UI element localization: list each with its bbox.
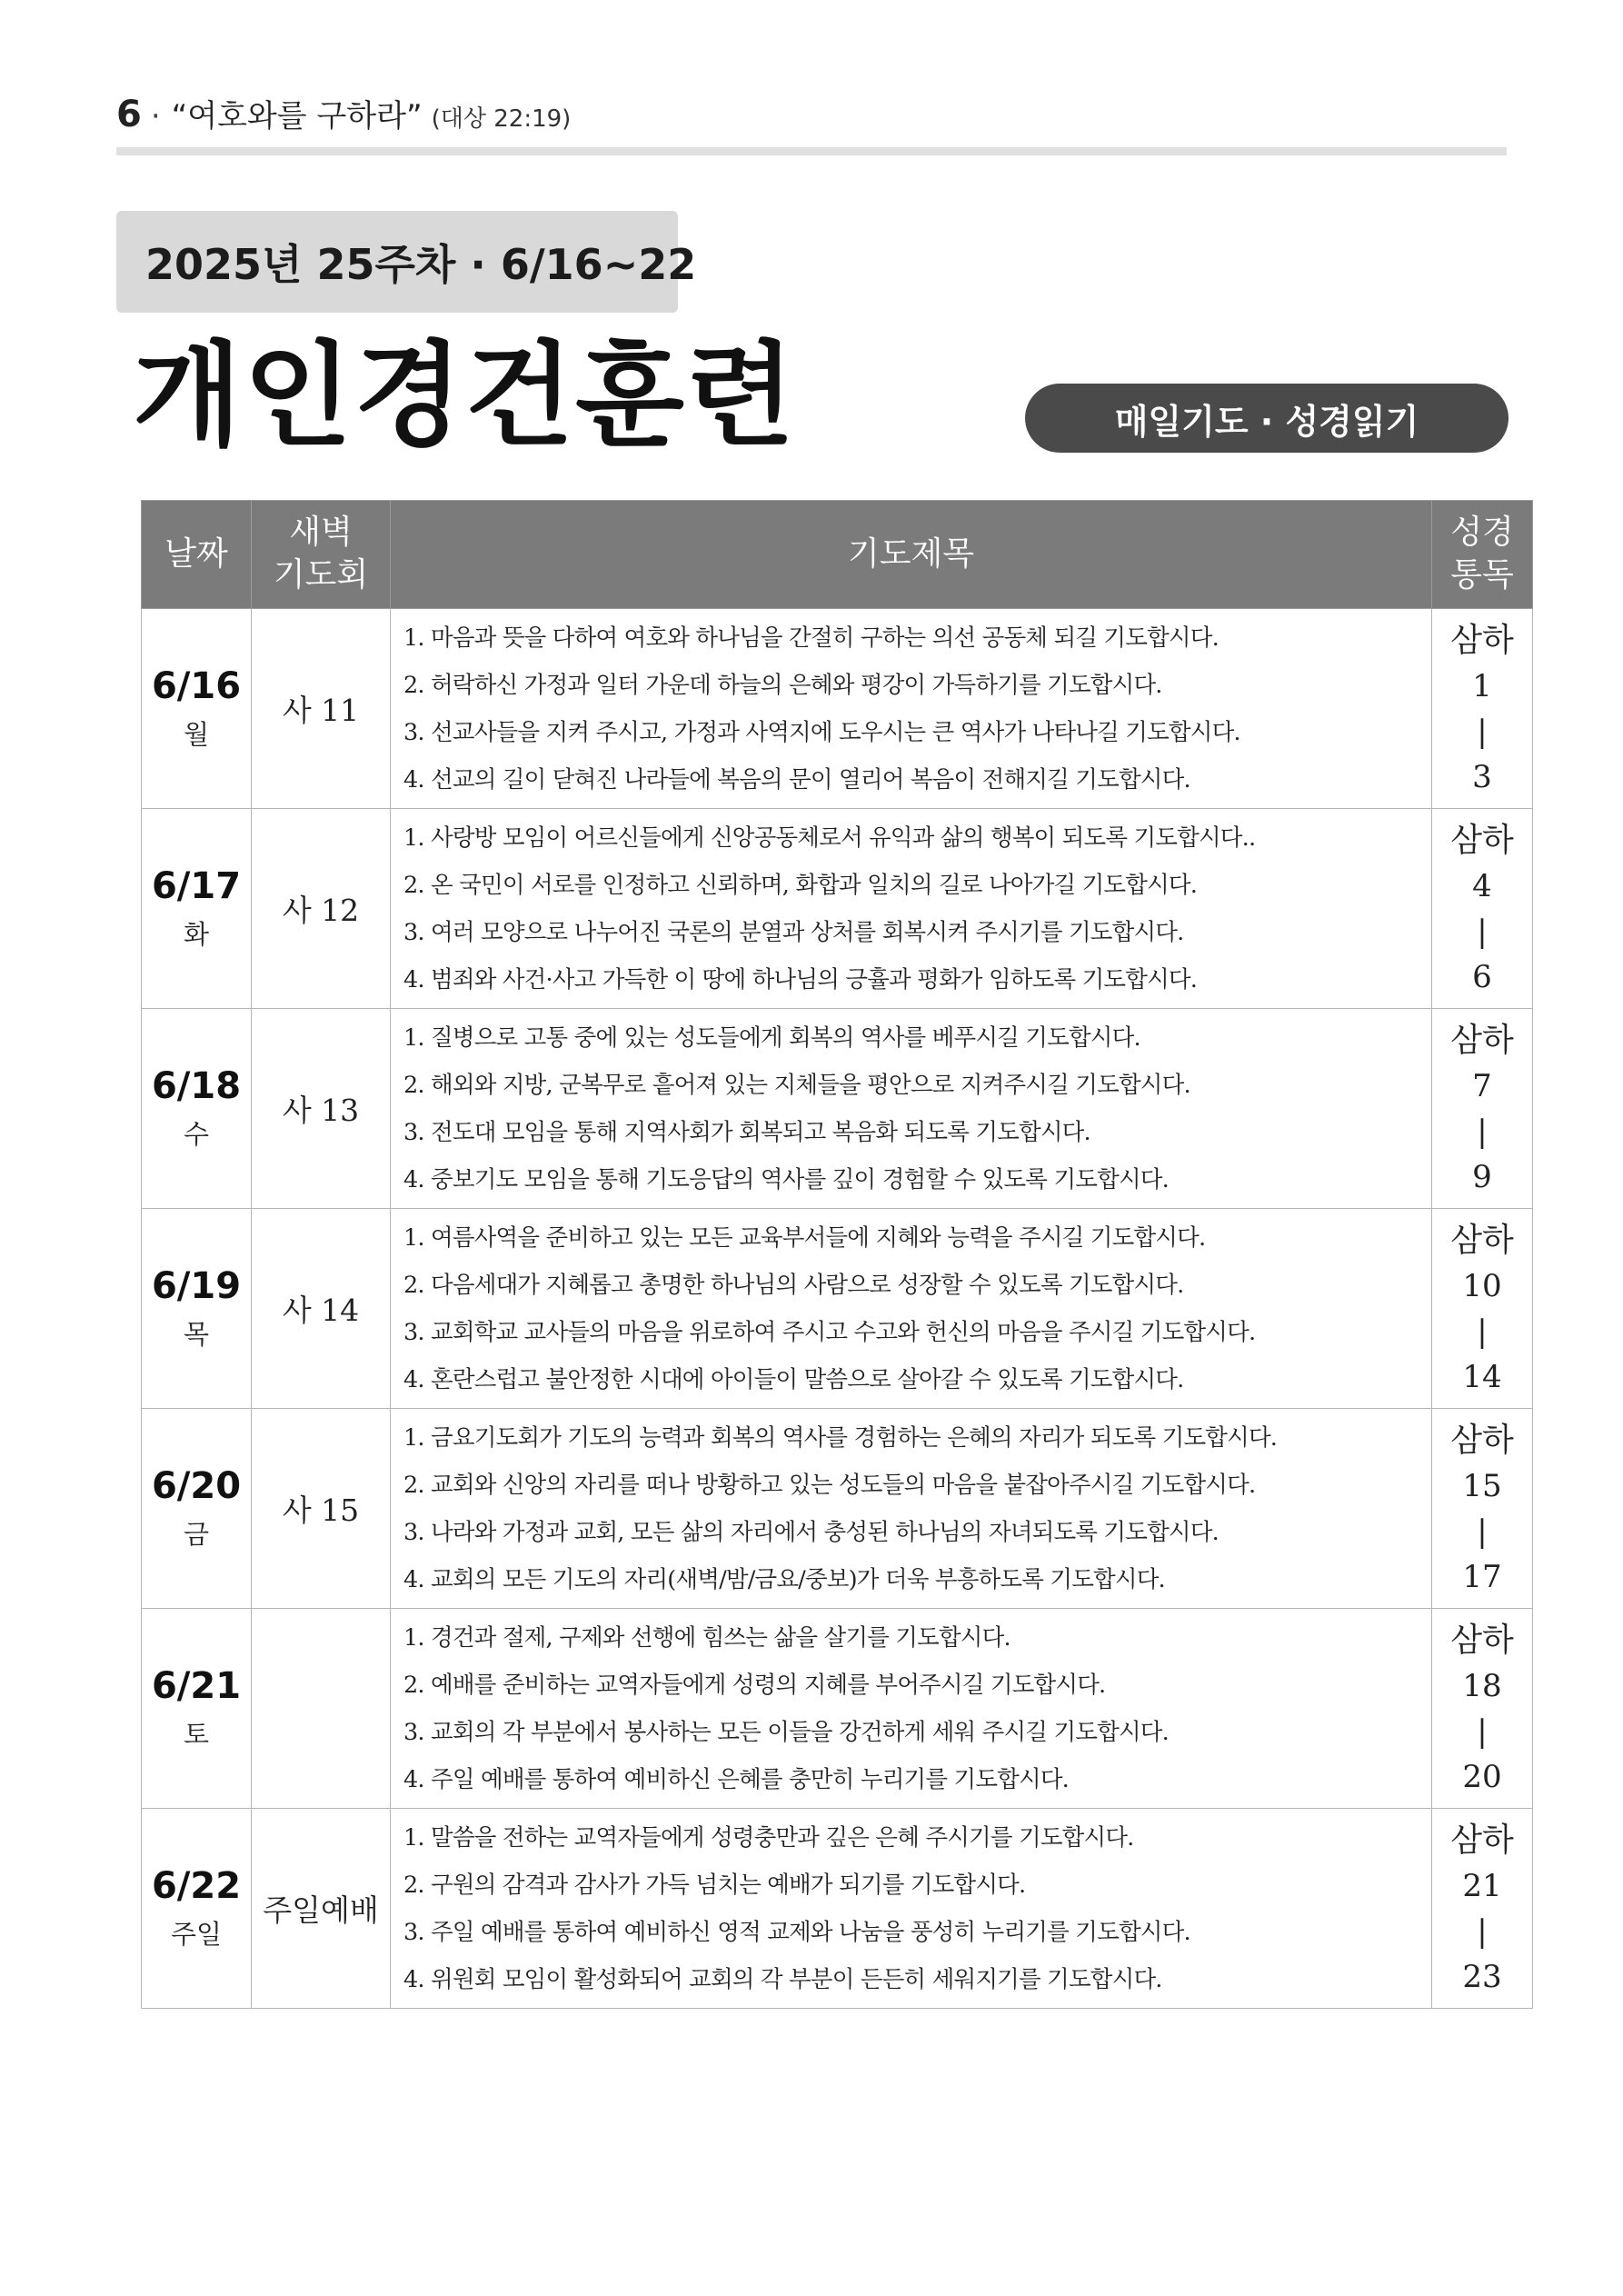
dawn-service: 사 11 — [282, 693, 360, 728]
prayer-cell — [391, 809, 1432, 1009]
reading-cell — [1432, 609, 1533, 809]
prayer-item: 2. 허락하신 가정과 일터 가운데 하늘의 은혜와 평강이 가득하기를 기도합시다. — [403, 671, 1162, 699]
date-cell — [142, 1409, 252, 1609]
column-header-date — [142, 501, 252, 609]
reading-book: 삼하 — [1450, 1621, 1514, 1659]
prayer-item: 1. 여름사역을 준비하고 있는 모든 교육부서들에 지혜와 능력을 주시길 기도합시다. — [403, 1223, 1206, 1252]
column-header-prayer — [391, 501, 1432, 609]
dawn-service-cell — [252, 1209, 391, 1409]
column-header-prayer-label: 기도제목 — [847, 534, 975, 573]
dawn-service: 사 14 — [282, 1293, 360, 1328]
weekday: 수 — [183, 1119, 209, 1150]
prayer-item: 4. 위원회 모임이 활성화되어 교회의 각 부분이 든든히 세워지기를 기도합시다. — [403, 1965, 1162, 1993]
reading-to: 9 — [1472, 1158, 1492, 1195]
column-header-reading-line2: 통독 — [1450, 556, 1514, 594]
reading-book: 삼하 — [1450, 1821, 1514, 1859]
reading-cell — [1432, 1409, 1533, 1609]
weekday: 토 — [183, 1719, 209, 1750]
date: 6/17 — [151, 865, 242, 907]
prayer-item: 2. 온 국민이 서로를 인정하고 신뢰하며, 화합과 일치의 길로 나아가길 기도합시다. — [403, 871, 1198, 899]
reading-to: 17 — [1462, 1558, 1502, 1595]
reading-separator: | — [1477, 1113, 1488, 1150]
prayer-item: 1. 사랑방 모임이 어르신들에게 신앙공동체로서 유익과 삶의 행복이 되도록 기도합시다.. — [403, 824, 1256, 852]
prayer-item: 2. 다음세대가 지혜롭고 총명한 하나님의 사람으로 성장할 수 있도록 기도합시다. — [403, 1271, 1184, 1299]
date-cell — [142, 1009, 252, 1209]
prayer-item: 3. 나라와 가정과 교회, 모든 삶의 자리에서 충성된 하나님의 자녀되도록 기도합시다. — [403, 1518, 1219, 1546]
reading-to: 23 — [1462, 1958, 1502, 1995]
reading-separator: | — [1477, 1512, 1488, 1550]
reading-book: 삼하 — [1450, 821, 1514, 859]
reading-from: 10 — [1462, 1267, 1502, 1304]
reading-from: 4 — [1472, 867, 1492, 904]
weekday: 목 — [183, 1319, 209, 1350]
dawn-service-cell — [252, 1009, 391, 1209]
reading-separator: | — [1477, 1712, 1488, 1750]
schedule-table — [141, 500, 1533, 2009]
prayer-item: 4. 범죄와 사건·사고 가득한 이 땅에 하나님의 긍휼과 평화가 임하도록 기도합시다. — [403, 965, 1198, 993]
column-header-dawn-line1: 새벽 — [289, 514, 353, 552]
dawn-service: 사 13 — [282, 1093, 360, 1128]
header-title: “여호와를 구하라” — [171, 98, 423, 135]
page-header — [116, 91, 571, 135]
prayer-cell — [391, 1209, 1432, 1409]
prayer-item: 1. 말씀을 전하는 교역자들에게 성령충만과 깊은 은혜 주시기를 기도합시다. — [403, 1823, 1134, 1852]
prayer-item: 1. 마음과 뜻을 다하여 여호와 하나님을 간절히 구하는 의선 공동체 되길 기도합시다. — [403, 624, 1219, 652]
column-header-reading-line1: 성경 — [1450, 514, 1514, 552]
prayer-cell — [391, 1809, 1432, 2009]
week-label: 2025년 25주차 · 6/16~22 — [116, 211, 678, 313]
date: 6/20 — [151, 1465, 242, 1507]
dawn-service-cell — [252, 609, 391, 809]
weekday: 월 — [183, 719, 209, 750]
date: 6/22 — [151, 1865, 242, 1907]
table-row — [142, 1009, 1533, 1209]
reading-book: 삼하 — [1450, 1021, 1514, 1059]
dawn-service-cell — [252, 1609, 391, 1809]
prayer-item: 2. 구원의 감격과 감사가 가득 넘치는 예배가 되기를 기도합시다. — [403, 1871, 1026, 1899]
reading-to: 6 — [1472, 958, 1492, 995]
page-title: 개인경건훈련 — [133, 331, 797, 462]
prayer-item: 3. 주일 예배를 통하여 예비하신 영적 교제와 나눔을 풍성히 누리기를 기도합시다. — [403, 1918, 1190, 1946]
prayer-item: 2. 해외와 지방, 군복무로 흩어져 있는 지체들을 평안으로 지켜주시길 기도합시다. — [403, 1071, 1190, 1099]
page-number: 6 — [116, 94, 142, 135]
weekday: 주일 — [170, 1919, 223, 1950]
dawn-service-cell — [252, 809, 391, 1009]
table-row — [142, 1209, 1533, 1409]
prayer-item: 3. 여러 모양으로 나누어진 국론의 분열과 상처를 회복시켜 주시기를 기도합시다. — [403, 918, 1184, 946]
reading-separator: | — [1477, 1912, 1488, 1950]
prayer-cell — [391, 1409, 1432, 1609]
table-row — [142, 809, 1533, 1009]
prayer-item: 4. 선교의 길이 닫혀진 나라들에 복음의 문이 열리어 복음이 전해지길 기도합시다. — [403, 765, 1190, 794]
date-cell — [142, 1609, 252, 1809]
prayer-item: 4. 중보기도 모임을 통해 기도응답의 역사를 깊이 경험할 수 있도록 기도합시다. — [403, 1165, 1169, 1193]
reading-book: 삼하 — [1450, 621, 1514, 659]
weekday: 화 — [183, 919, 209, 950]
date: 6/18 — [151, 1065, 242, 1107]
prayer-item: 1. 질병으로 고통 중에 있는 성도들에게 회복의 역사를 베푸시길 기도합시다. — [403, 1023, 1140, 1052]
prayer-item: 4. 주일 예배를 통하여 예비하신 은혜를 충만히 누리기를 기도합시다. — [403, 1765, 1069, 1793]
reading-to: 3 — [1472, 758, 1492, 795]
dawn-service: 사 15 — [282, 1492, 360, 1528]
table-row — [142, 1609, 1533, 1809]
reading-book: 삼하 — [1450, 1221, 1514, 1259]
column-header-dawn — [252, 501, 391, 609]
prayer-item: 2. 교회와 신앙의 자리를 떠나 방황하고 있는 성도들의 마음을 붙잡아주시길 기도합시다. — [403, 1471, 1256, 1499]
table-row — [142, 609, 1533, 809]
dawn-service-cell — [252, 1409, 391, 1609]
weekday: 금 — [183, 1519, 209, 1550]
prayer-item: 3. 전도대 모임을 통해 지역사회가 회복되고 복음화 되도록 기도합시다. — [403, 1118, 1090, 1146]
date: 6/19 — [151, 1265, 242, 1307]
date: 6/16 — [151, 665, 242, 707]
dawn-service: 사 12 — [282, 893, 360, 928]
reading-from: 15 — [1462, 1467, 1502, 1504]
reading-cell — [1432, 809, 1533, 1009]
prayer-item: 3. 선교사들을 지켜 주시고, 가정과 사역지에 도우시는 큰 역사가 나타나길 기도합시다. — [403, 718, 1240, 746]
prayer-cell — [391, 1009, 1432, 1209]
reading-cell — [1432, 1609, 1533, 1809]
header-separator: · — [150, 98, 161, 135]
reading-separator: | — [1477, 1313, 1488, 1350]
prayer-cell — [391, 1609, 1432, 1809]
header-reference: (대상 22:19) — [431, 105, 572, 133]
prayer-item: 3. 교회의 각 부분에서 봉사하는 모든 이들을 강건하게 세워 주시길 기도합시다. — [403, 1718, 1169, 1746]
reading-from: 18 — [1462, 1667, 1502, 1704]
prayer-cell — [391, 609, 1432, 809]
reading-cell — [1432, 1209, 1533, 1409]
reading-to: 20 — [1462, 1758, 1502, 1795]
reading-separator: | — [1477, 913, 1488, 950]
reading-from: 21 — [1462, 1867, 1502, 1904]
reading-from: 7 — [1472, 1067, 1492, 1104]
prayer-item: 1. 금요기도회가 기도의 능력과 회복의 역사를 경험하는 은혜의 자리가 되도록 기도합시다. — [403, 1423, 1278, 1452]
date-cell — [142, 1809, 252, 2009]
dawn-service-cell — [252, 1809, 391, 2009]
dawn-service: 주일예배 — [263, 1892, 379, 1928]
date: 6/21 — [151, 1665, 242, 1707]
column-header-date-label: 날짜 — [164, 534, 228, 573]
prayer-item: 4. 혼란스럽고 불안정한 시대에 아이들이 말씀으로 살아갈 수 있도록 기도합시다. — [403, 1365, 1184, 1393]
column-header-dawn-line2: 기도회 — [273, 556, 369, 594]
reading-cell — [1432, 1809, 1533, 2009]
date-cell — [142, 609, 252, 809]
table-row — [142, 1809, 1533, 2009]
reading-from: 1 — [1472, 667, 1492, 704]
reading-separator: | — [1477, 713, 1488, 750]
column-header-reading — [1432, 501, 1533, 609]
table-row — [142, 1409, 1533, 1609]
reading-cell — [1432, 1009, 1533, 1209]
reading-book: 삼하 — [1450, 1421, 1514, 1459]
prayer-item: 3. 교회학교 교사들의 마음을 위로하여 주시고 수고와 헌신의 마음을 주시길 기도합시다. — [403, 1318, 1256, 1346]
table-header-row — [142, 501, 1533, 609]
prayer-item: 4. 교회의 모든 기도의 자리(새벽/밤/금요/중보)가 더욱 부흥하도록 기도합시다. — [403, 1565, 1165, 1593]
date-cell — [142, 809, 252, 1009]
reading-to: 14 — [1462, 1358, 1502, 1395]
date-cell — [142, 1209, 252, 1409]
header-divider — [116, 147, 1507, 155]
category-badge: 매일기도 · 성경읽기 — [1025, 384, 1508, 453]
prayer-item: 2. 예배를 준비하는 교역자들에게 성령의 지혜를 부어주시길 기도합시다. — [403, 1671, 1106, 1699]
prayer-item: 1. 경건과 절제, 구제와 선행에 힘쓰는 삶을 살기를 기도합시다. — [403, 1623, 1011, 1652]
